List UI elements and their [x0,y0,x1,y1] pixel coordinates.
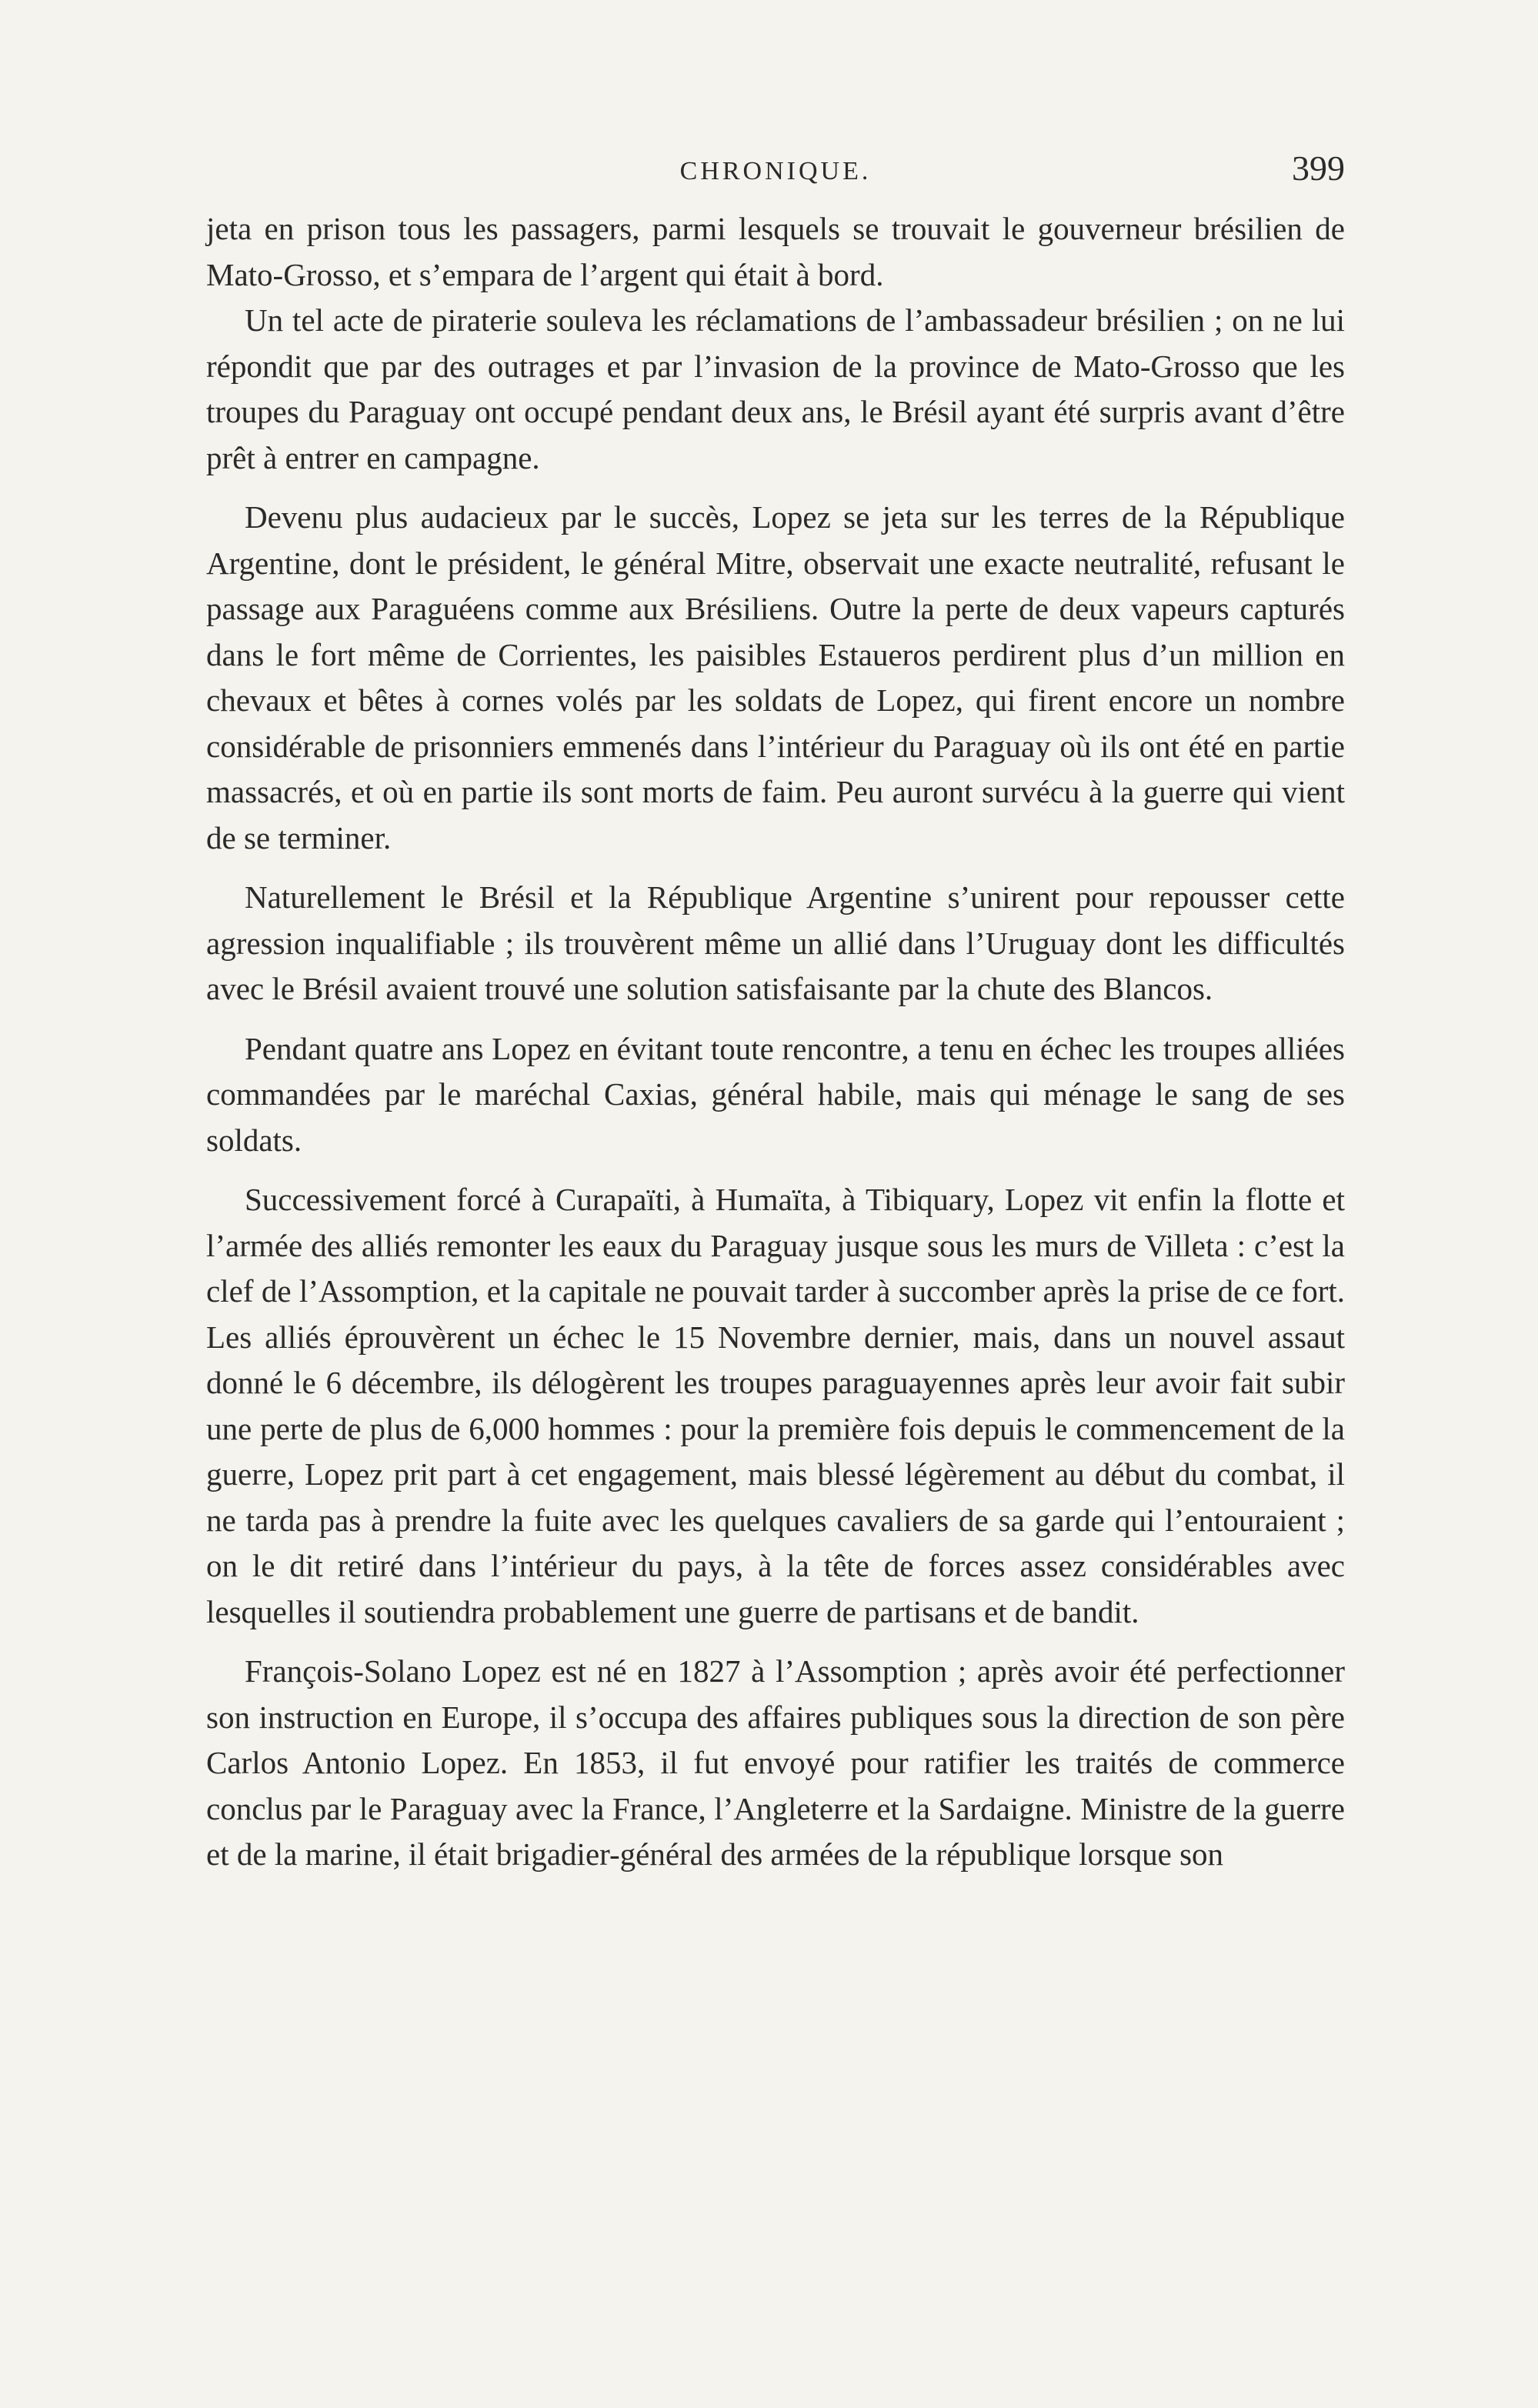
page-number: 399 [1292,148,1345,188]
paragraph: Successivement forcé à Curapaïti, à Humaïta, à Tibiquary, Lopez vit enfin la flotte et l’armée des alliés remonter les eaux du Paraguay jusque sous les murs de Villeta : c’est la clef de l’Assomption, et la capitale ne pouvait tarder à succomber après la prise de ce fort. Les alliés éprouvèrent un échec le 15 Novembre dernier, mais, dans un nouvel assaut donné le 6 décembre, ils délogèrent les troupes paraguayennes après leur avoir fait subir une perte de plus de 6,000 hommes : pour la première fois depuis le commencement de la guerre, Lopez prit part à cet engagement, mais blessé légèrement au début du combat, il ne tarda pas à prendre la fuite avec les quelques cavaliers de sa garde qui l’entouraient ; on le dit retiré dans l’intérieur du pays, à la tête de forces assez considérables avec lesquelles il soutiendra probablement une guerre de partisans et de bandit. [206,1182,1345,1629]
paragraph: François-Solano Lopez est né en 1827 à l’Assomption ; après avoir été perfectionner son instruction en Europe, il s’occupa des affaires publiques sous la direction de son père Carlos Antonio Lopez. En 1853, il fut envoyé pour ratifier les traités de commerce conclus par le Paraguay avec la France, l’Angleterre et la Sardaigne. Ministre de la guerre et de la marine, il était brigadier-général des armées de la république lorsque son [206,1653,1345,1872]
paragraph: Pendant quatre ans Lopez en évitant toute rencontre, a tenu en échec les troupes alliées commandées par le maréchal Caxias, général habile, mais qui ménage le sang de ses soldats. [206,1030,1345,1158]
running-title: CHRONIQUE. [679,157,872,185]
paragraph: Un tel acte de piraterie souleva les réclamations de l’ambassadeur brésilien ; on ne lui répondit que par des outrages et par l’invasion de la province de Mato-Grosso que les troupes du Paraguay ont occupé pendant deux ans, le Brésil ayant été surpris avant d’être prêt à entrer en campagne. [206,302,1345,475]
running-head [206,148,1345,194]
paragraph-continuation: jeta en prison tous les passagers, parmi lesquels se trouvait le gouverneur brésilien de Mato-Grosso, et s’empara de l’argent qui était à bord. [206,211,1345,292]
paragraph: Naturellement le Brésil et la République Argentine s’unirent pour repousser cette agression inqualifiable ; ils trouvèrent même un allié dans l’Uruguay dont les difficultés avec le Brésil avaient trouvé une solution satisfaisante par la chute des Blancos. [206,879,1345,1006]
paragraph: Devenu plus audacieux par le succès, Lopez se jeta sur les terres de la République Argentine, dont le président, le général Mitre, observait une exacte neutralité, refusant le passage aux Paraguéens comme aux Brésiliens. Outre la perte de deux vapeurs capturés dans le fort même de Corrientes, les paisibles Estaueros perdirent plus d’un million en chevaux et bêtes à cornes volés par les soldats de Lopez, qui firent encore un nombre considérable de prisonniers emmenés dans l’intérieur du Paraguay où ils ont été en partie massacrés, et où en partie ils sont morts de faim. Peu auront survécu à la guerre qui vient de se terminer. [206,499,1345,855]
body-text [206,206,1345,1878]
